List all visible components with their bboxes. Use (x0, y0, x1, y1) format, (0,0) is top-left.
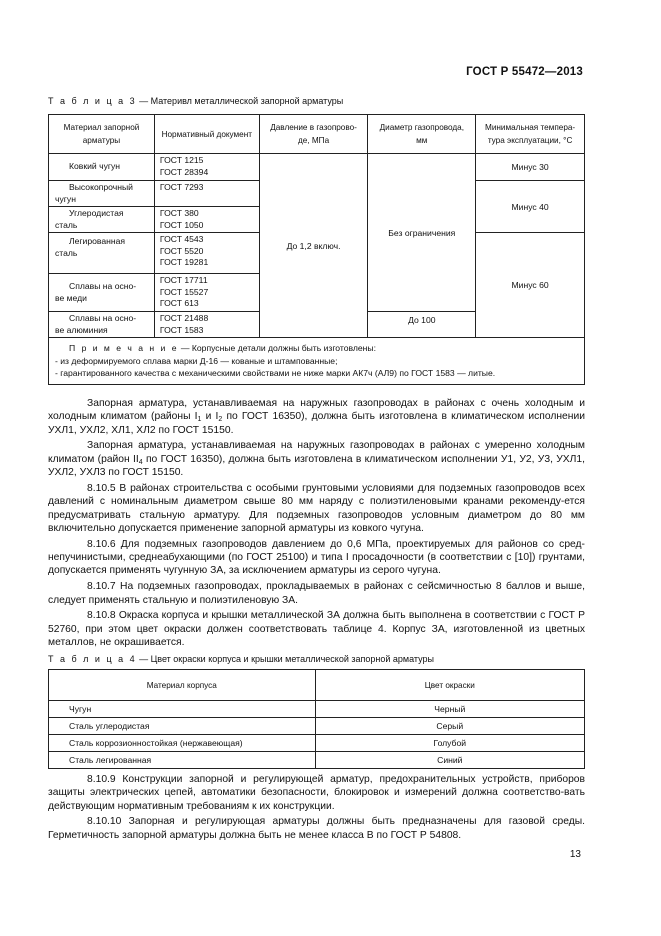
material-table (48, 114, 585, 385)
table3-note-row (49, 338, 585, 385)
table3-note: П р и м е ч а н и е — Корпусные детали должны быть изготовлены: - из деформируемого сплава марки Д-16 — кованые и штампованные; - гарантированного качества с механическими свойствами не ниже марки АК7ч (АЛ9) по ГОСТ 1583 — литые. (49, 338, 585, 385)
paint-color-cell: Голубой (315, 735, 584, 752)
paragraph: Запорная арматура, устанавливаемая на наружных газопроводах в районах с очень холодным и холодным климатом (районы $I_1$ и $I_2$ по ГОСТ 16350), должна быть изготовлена в климатическом исполнении УХЛ1, УХЛ2, ХЛ1, ХЛ2 по ГОСТ 15150. (48, 398, 585, 436)
body-material-cell: Чугун (49, 701, 316, 718)
material-cell: Сплавы на осно- ве меди (49, 274, 155, 312)
temp-cell: Минус 30 (476, 154, 585, 181)
body-material-cell: Сталь легированная (49, 752, 316, 769)
body-material-cell: Сталь углеродистая (49, 718, 316, 735)
temp-cell: Минус 40 (476, 181, 585, 233)
pressure-cell: До 1,2 включ. (259, 154, 368, 338)
material-cell: Углеродистая сталь (49, 207, 155, 233)
paragraph: 8.10.5 В районах строительства с особыми грунтовыми условиями для подземных газопроводов всех давлений с номинальным диаметром свыше 80 мм наряду с полиэтиленовыми кранами рекоменду-ется предусматривать стальную арматуру. Для подземных газопроводов условным диаметром до 80 мм включительно допускается применение запорной арматуры из ковкого чугуна. (48, 482, 585, 534)
table4-header-row (49, 670, 585, 701)
page-number: 13 (569, 849, 581, 860)
doc-cell: ГОСТ 7293 (154, 181, 259, 207)
material-cell: Высокопрочный чугун (49, 181, 155, 207)
paint-color-cell: Синий (315, 752, 584, 769)
table-row (49, 735, 585, 752)
table-row (49, 752, 585, 769)
temp-cell: Минус 60 (476, 233, 585, 338)
note-text: Корпусные детали должны быть изготовлены: (191, 343, 376, 353)
paint-color-cell: Серый (315, 718, 584, 735)
paragraph: Запорная арматура, устанавливаемая на наружных газопроводах в районах с умеренно холодным климатом (район $II_4$ по ГОСТ 16350), должна быть изготовлена в климатическом исполнении У1, У2, У3, УХЛ1, УХЛ2, УХЛ3 по ГОСТ 15150. (48, 440, 586, 479)
table4-title: Цвет окраски корпуса и крышки металлической запорной арматуры (150, 654, 435, 664)
material-cell: Ковкий чугун (49, 154, 155, 181)
table-row (49, 154, 585, 181)
doc-cell: ГОСТ 380 ГОСТ 1050 (154, 207, 259, 233)
note-item: - из деформируемого сплава марки Д-16 — кованые и штампованные; (55, 355, 338, 366)
paragraph: 8.10.9 Конструкции запорной и регулирующей арматур, предохранительных устройств, приборов защиты электрических цепей, автоматики безопасности, блокировок и измерений должна соответство-вать действующим нормативным требованиям к их конструкции. (48, 774, 585, 812)
paragraph: 8.10.6 Для подземных газопроводов давлением до 0,6 МПа, проектируемых для районов со сред-непучинистыми, среднеабухающими (по ГОСТ 25100) и типа I просадочности (в соответствии с [10]) грунтами, допускается применять чугунную ЗА, за исключением арматуры из серого чугуна. (48, 538, 585, 577)
header-body-material: Материал корпуса (49, 670, 316, 701)
table4-caption: Т а б л и ц а 4 — Цвет окраски корпуса и крышки металлической запорной арматуры (48, 654, 435, 664)
paint-color-cell: Черный (315, 701, 584, 718)
table3-header-row (49, 115, 585, 154)
standard-header: ГОСТ Р 55472—2013 (466, 66, 583, 78)
note-label: П р и м е ч а н и е (69, 343, 179, 353)
header-paint-color: Цвет окраски (315, 670, 584, 701)
table3-title: Материвл металлической запорной арматуры (150, 96, 344, 106)
doc-cell: ГОСТ 4543 ГОСТ 5520 ГОСТ 19281 (154, 233, 259, 274)
body-text-1 (48, 397, 585, 649)
table3-label: Т а б л и ц а 3 (48, 96, 137, 106)
body-material-cell: Сталь коррозионностойкая (нержавеющая) (49, 735, 316, 752)
doc-cell: ГОСТ 21488 ГОСТ 1583 (154, 312, 259, 338)
table-row (49, 701, 585, 718)
table4-label: Т а б л и ц а 4 (48, 654, 137, 664)
doc-cell: ГОСТ 17711 ГОСТ 15527 ГОСТ 613 (154, 274, 259, 312)
paragraph: 8.10.8 Окраска корпуса и крышки металлической ЗА должна быть выполнена в соответствии с ГОСТ Р 52760, при этом цвет окраски должен соответствовать таблице 4. Корпус ЗА, изготовленной из цветных металлов, не окрашивается. (48, 610, 585, 649)
paragraph: 8.10.10 Запорная и регулирующая арматуры должны быть предназначены для газовой среды. Герметичность запорной арматуры должна быть не менее класса В по ГОСТ Р 54808. (48, 816, 585, 841)
table3-caption: Т а б л и ц а 3 — Материвл металлической запорной арматуры (48, 96, 344, 106)
color-table (48, 669, 585, 769)
header-temp: Минимальная темпера- тура эксплуатации, °С (476, 115, 585, 154)
header-material: Материал запорной арматуры (49, 115, 155, 154)
material-cell: Сплавы на осно- ве алюминия (49, 312, 155, 338)
diameter-aluminium-cell: До 100 (368, 312, 476, 338)
header-pressure: Давление в газопрово- де, МПа (259, 115, 368, 154)
header-doc: Нормативный документ (154, 115, 259, 154)
body-text-2 (48, 773, 585, 842)
doc-cell: ГОСТ 1215 ГОСТ 28394 (154, 154, 259, 181)
material-cell: Легированная сталь (49, 233, 155, 274)
note-item: - гарантированного качества с механическими свойствами не ниже марки АК7ч (АЛ9) по ГОСТ 1583 — литые. (55, 368, 496, 378)
diameter-unlimited-cell: Без ограничения (368, 154, 476, 312)
paragraph: 8.10.7 На подземных газопроводах, прокладываемых в районах с сейсмичностью 8 баллов и выше, следует применять стальную и полиэтиленовую ЗА. (48, 581, 585, 606)
table-row (49, 718, 585, 735)
header-diameter: Диаметр газопровода, мм (368, 115, 476, 154)
